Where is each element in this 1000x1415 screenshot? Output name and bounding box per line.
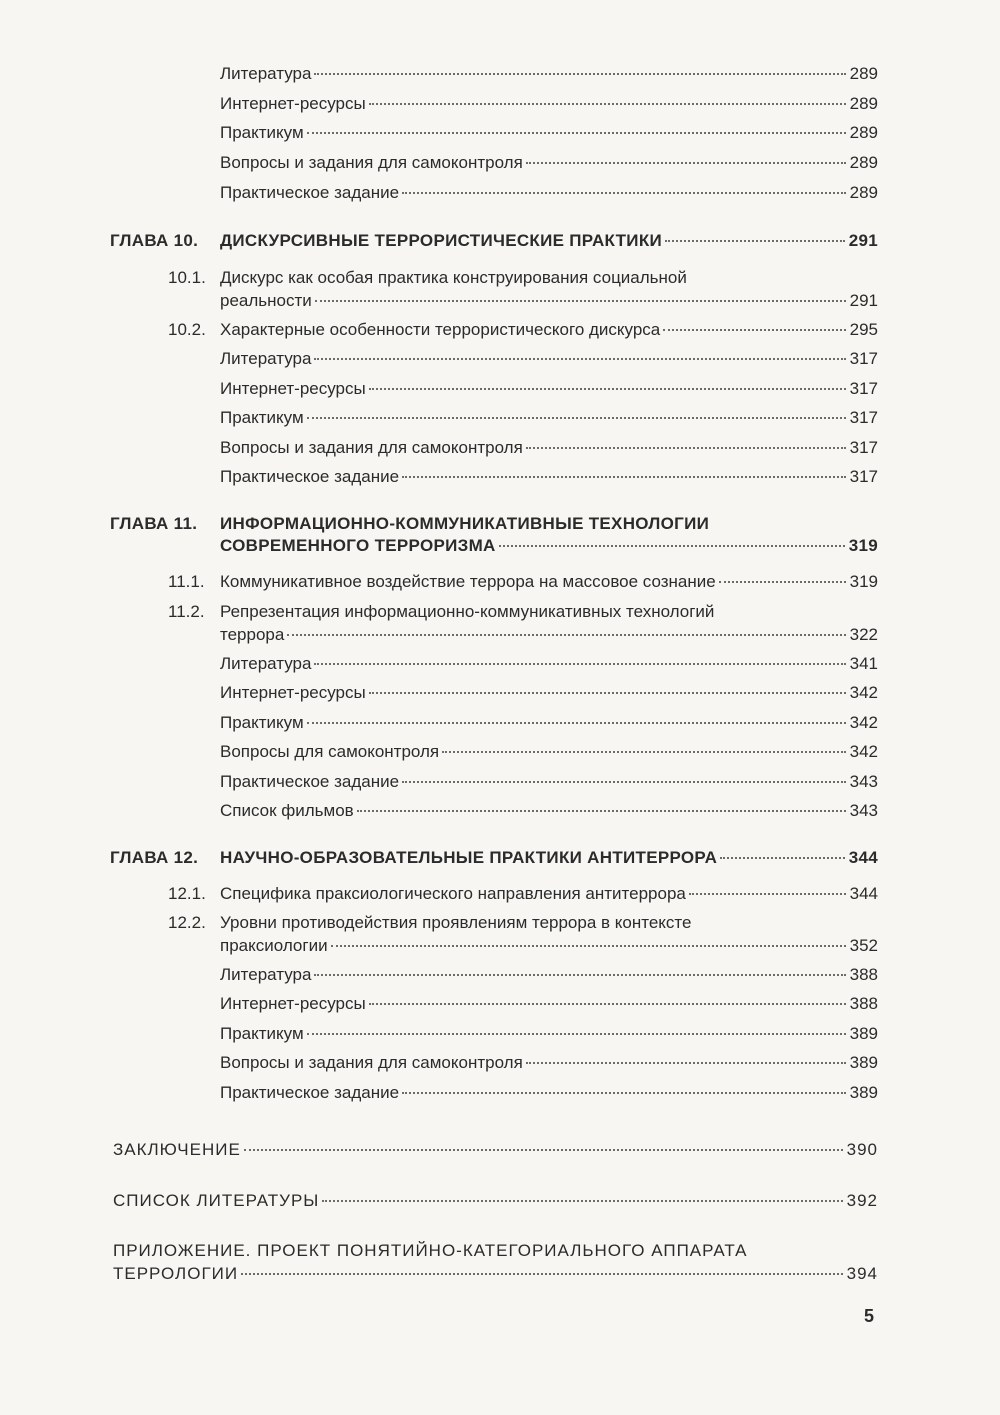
toc-entry-page: 388 — [849, 994, 878, 1013]
toc-entry-title: Практическое задание — [220, 467, 400, 486]
toc-entry-page: 389 — [849, 1053, 878, 1072]
leader-dots — [442, 751, 845, 753]
toc-entry-page: 352 — [849, 936, 878, 955]
chapter-11-heading[interactable] — [220, 536, 878, 556]
section-title-line2: террора — [220, 625, 285, 644]
toc-entry-page: 342 — [849, 713, 878, 732]
leader-dots — [665, 240, 845, 242]
section-title-line1[interactable]: Репрезентация информационно-коммуникативных технологий — [220, 602, 715, 621]
toc-entry-page: 295 — [849, 320, 878, 339]
toc-entry[interactable] — [220, 965, 878, 985]
toc-entry[interactable] — [220, 884, 878, 904]
toc-entry[interactable] — [220, 438, 878, 458]
toc-entry-page: 388 — [849, 965, 878, 984]
toc-entry-page: 289 — [849, 153, 878, 172]
toc-entry-title: Вопросы и задания для самоконтроля — [220, 1053, 523, 1072]
toc-entry[interactable] — [220, 1083, 878, 1103]
chapter-label: ГЛАВА 10. — [110, 231, 199, 250]
leader-dots — [315, 300, 846, 302]
toc-entry[interactable] — [220, 183, 878, 203]
leader-dots — [526, 162, 846, 164]
toc-entry-page: 344 — [849, 884, 878, 903]
appendix-entry[interactable] — [113, 1264, 878, 1284]
toc-entry-title: Интернет-ресурсы — [220, 994, 366, 1013]
toc-entry[interactable] — [220, 291, 878, 311]
toc-entry-title: Литература — [220, 349, 312, 368]
leader-dots — [499, 545, 845, 547]
section-title-line2: реальности — [220, 291, 312, 310]
section-number: 12.1. — [168, 884, 206, 903]
toc-entry-title: Вопросы и задания для самоконтроля — [220, 438, 523, 457]
toc-entry[interactable] — [220, 379, 878, 399]
conclusion-entry[interactable] — [113, 1140, 878, 1160]
toc-entry[interactable] — [220, 349, 878, 369]
toc-entry-page: 392 — [846, 1191, 878, 1210]
toc-entry-title: Практикум — [220, 1024, 304, 1043]
toc-entry-title: Практическое задание — [220, 183, 400, 202]
leader-dots — [287, 634, 845, 636]
leader-dots — [307, 417, 846, 419]
toc-entry-page: 389 — [849, 1024, 878, 1043]
toc-entry-title: Вопросы для самоконтроля — [220, 742, 440, 761]
toc-entry-page: 342 — [849, 742, 878, 761]
toc-entry-page: 394 — [846, 1264, 878, 1283]
toc-entry[interactable] — [220, 320, 878, 340]
toc-entry-page: 389 — [849, 1083, 878, 1102]
section-title-line2: праксиологии — [220, 936, 328, 955]
toc-entry-title: СПИСОК ЛИТЕРАТУРЫ — [113, 1191, 320, 1210]
toc-entry-title: Литература — [220, 965, 312, 984]
toc-entry-title: Практикум — [220, 408, 304, 427]
toc-entry-page: 317 — [849, 349, 878, 368]
toc-entry-title: Список фильмов — [220, 801, 354, 820]
toc-entry[interactable] — [220, 801, 878, 821]
leader-dots — [402, 781, 846, 783]
toc-entry[interactable] — [220, 994, 878, 1014]
leader-dots — [314, 663, 845, 665]
toc-entry-page: 343 — [849, 801, 878, 820]
toc-entry[interactable] — [220, 123, 878, 143]
leader-dots — [369, 388, 846, 390]
toc-entry-page: 343 — [849, 772, 878, 791]
toc-entry[interactable] — [220, 1024, 878, 1044]
toc-entry[interactable] — [220, 153, 878, 173]
leader-dots — [369, 1003, 846, 1005]
section-title-line1[interactable]: Дискурс как особая практика конструирования социальной — [220, 268, 687, 287]
toc-entry-title: Интернет-ресурсы — [220, 94, 366, 113]
toc-entry[interactable] — [220, 408, 878, 428]
toc-entry-title: Интернет-ресурсы — [220, 683, 366, 702]
toc-entry-page: 317 — [849, 438, 878, 457]
leader-dots — [369, 103, 846, 105]
bibliography-entry[interactable] — [113, 1191, 878, 1211]
toc-entry-page: 319 — [849, 572, 878, 591]
toc-entry-page: 289 — [849, 94, 878, 113]
leader-dots — [526, 447, 846, 449]
leader-dots — [314, 358, 845, 360]
section-number: 11.1. — [168, 572, 205, 591]
chapter-label: ГЛАВА 12. — [110, 848, 199, 867]
toc-entry[interactable] — [220, 683, 878, 703]
leader-dots — [663, 329, 845, 331]
leader-dots — [241, 1273, 843, 1275]
toc-entry[interactable] — [220, 742, 878, 762]
toc-entry[interactable] — [220, 64, 878, 84]
toc-entry-title: Литература — [220, 64, 312, 83]
section-number: 10.1. — [168, 268, 206, 287]
chapter-page: 291 — [848, 231, 878, 250]
toc-entry-page: 289 — [849, 64, 878, 83]
chapter-title: ДИСКУРСИВНЫЕ ТЕРРОРИСТИЧЕСКИЕ ПРАКТИКИ — [220, 231, 663, 250]
chapter-title-line2: СОВРЕМЕННОГО ТЕРРОРИЗМА — [220, 536, 496, 555]
toc-entry-title: Практикум — [220, 713, 304, 732]
leader-dots — [689, 893, 846, 895]
toc-entry-page: 341 — [849, 654, 878, 673]
appendix-title-line1[interactable]: ПРИЛОЖЕНИЕ. ПРОЕКТ ПОНЯТИЙНО-КАТЕГОРИАЛЬНОГО АППАРАТА — [113, 1241, 748, 1260]
chapter-12-heading[interactable] — [110, 848, 878, 868]
toc-entry-page: 289 — [849, 183, 878, 202]
page-number: 5 — [864, 1306, 875, 1326]
leader-dots — [402, 476, 846, 478]
toc-entry-page: 390 — [846, 1140, 878, 1159]
toc-entry[interactable] — [220, 1053, 878, 1073]
leader-dots — [307, 1033, 846, 1035]
section-number: 11.2. — [168, 602, 205, 621]
toc-entry[interactable] — [220, 467, 878, 487]
toc-entry-page: 317 — [849, 408, 878, 427]
toc-entry-page: 317 — [849, 467, 878, 486]
toc-entry-title: Практическое задание — [220, 772, 400, 791]
leader-dots — [331, 945, 846, 947]
toc-entry[interactable] — [220, 772, 878, 792]
toc-entry-title: Интернет-ресурсы — [220, 379, 366, 398]
chapter-title-line1[interactable]: ИНФОРМАЦИОННО-КОММУНИКАТИВНЫЕ ТЕХНОЛОГИИ — [220, 514, 710, 533]
leader-dots — [402, 192, 846, 194]
section-number: 12.2. — [168, 913, 206, 932]
leader-dots — [719, 581, 846, 583]
chapter-label: ГЛАВА 11. — [110, 514, 198, 533]
chapter-page: 319 — [848, 536, 878, 555]
toc-entry-page: 317 — [849, 379, 878, 398]
toc-entry[interactable] — [220, 654, 878, 674]
section-title: Специфика праксиологического направления антитеррора — [220, 884, 686, 903]
section-title: Коммуникативное воздействие террора на массовое сознание — [220, 572, 716, 591]
chapter-page: 344 — [848, 848, 878, 867]
leader-dots — [357, 810, 846, 812]
toc-entry-page: 289 — [849, 123, 878, 142]
appendix-title-line2: ТЕРРОЛОГИИ — [113, 1264, 239, 1283]
section-title-line1[interactable]: Уровни противодействия проявлениям террора в контексте — [220, 913, 692, 932]
section-title: Характерные особенности террористического дискурса — [220, 320, 661, 339]
toc-entry-title: Практикум — [220, 123, 304, 142]
leader-dots — [720, 857, 845, 859]
toc-entry-title: Литература — [220, 654, 312, 673]
toc-entry-page: 291 — [849, 291, 878, 310]
toc-entry-title: Практическое задание — [220, 1083, 400, 1102]
chapter-title: НАУЧНО-ОБРАЗОВАТЕЛЬНЫЕ ПРАКТИКИ АНТИТЕРРОРА — [220, 848, 718, 867]
toc-entry[interactable] — [220, 713, 878, 733]
toc-entry-title: ЗАКЛЮЧЕНИЕ — [113, 1140, 241, 1159]
toc-entry[interactable] — [220, 572, 878, 592]
section-number: 10.2. — [168, 320, 206, 339]
toc-entry-page: 322 — [849, 625, 878, 644]
leader-dots — [314, 974, 845, 976]
leader-dots — [314, 73, 845, 75]
leader-dots — [322, 1200, 842, 1202]
leader-dots — [402, 1092, 846, 1094]
toc-entry[interactable] — [220, 625, 878, 645]
leader-dots — [369, 692, 846, 694]
toc-entry[interactable] — [220, 936, 878, 956]
toc-entry-page: 342 — [849, 683, 878, 702]
leader-dots — [307, 132, 846, 134]
leader-dots — [244, 1149, 843, 1151]
leader-dots — [526, 1062, 846, 1064]
toc-entry[interactable] — [220, 94, 878, 114]
chapter-10-heading[interactable] — [110, 231, 878, 251]
toc-entry-title: Вопросы и задания для самоконтроля — [220, 153, 523, 172]
leader-dots — [307, 722, 846, 724]
